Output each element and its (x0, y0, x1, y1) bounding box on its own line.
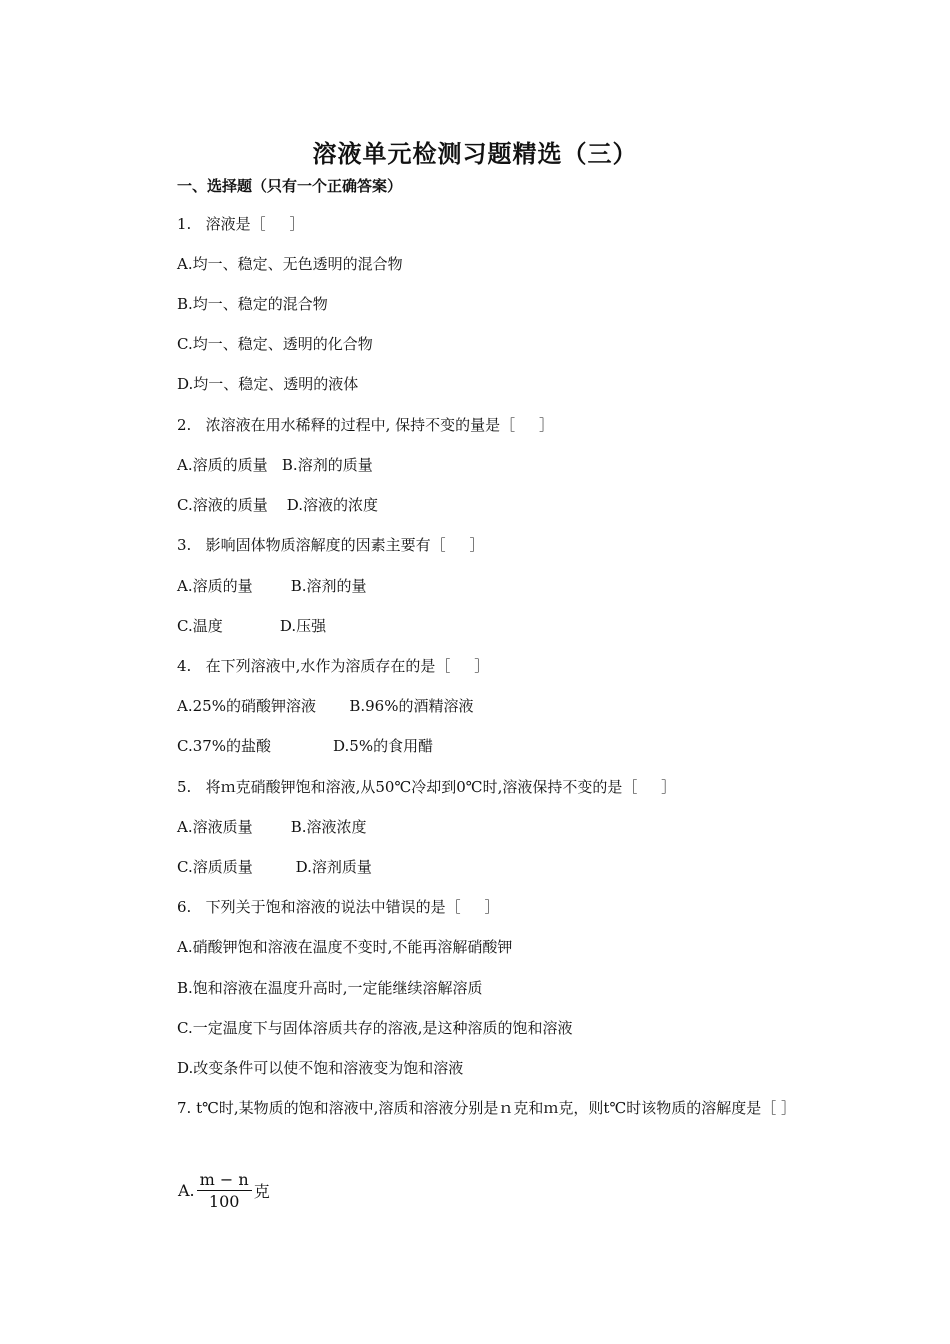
q1-option-b: B.均一、稳定的混合物 (177, 295, 328, 313)
question-5: 5. 将ｍ克硝酸钾饱和溶液,从50℃冷却到0℃时,溶液保持不变的是［ ］ (177, 778, 677, 796)
q1-option-c: C.均一、稳定、透明的化合物 (177, 335, 373, 353)
document-title: 溶液单元检测习题精选（三） (312, 140, 638, 168)
question-2: 2. 浓溶液在用水稀释的过程中, 保持不变的量是［ ］ (177, 416, 554, 434)
q5-options-cd: C.溶质质量 D.溶剂质量 (177, 858, 372, 876)
formula-prefix: A. (178, 1181, 195, 1200)
section-heading: 一、选择题（只有一个正确答案） (177, 177, 403, 195)
fraction (197, 1170, 252, 1211)
question-7: 7. t℃时,某物质的饱和溶液中,溶质和溶液分别是ｎ克和ｍ克，则t℃时该物质的溶解度是［ ］ (177, 1099, 797, 1117)
q6-option-b: B.饱和溶液在温度升高时,一定能继续溶解溶质 (177, 979, 483, 997)
formula-unit: 克 (253, 1182, 270, 1201)
q1-option-d: D.均一、稳定、透明的液体 (177, 375, 359, 393)
q3-options-cd: C.温度 D.压强 (177, 617, 327, 635)
q5-options-ab: A.溶液质量 B.溶液浓度 (177, 818, 367, 836)
q2-options-cd: C.溶液的质量 D.溶液的浓度 (177, 496, 379, 514)
q3-options-ab: A.溶质的量 B.溶剂的量 (177, 577, 367, 595)
question-3: 3. 影响固体物质溶解度的因素主要有［ ］ (177, 536, 485, 554)
q6-option-c: C.一定温度下与固体溶质共存的溶液,是这种溶质的饱和溶液 (177, 1019, 573, 1037)
q6-option-d: D.改变条件可以使不饱和溶液变为饱和溶液 (177, 1059, 464, 1077)
question-6: 6. 下列关于饱和溶液的说法中错误的是［ ］ (177, 898, 500, 916)
fraction-denominator: 100 (208, 1192, 240, 1211)
fraction-numerator: m − n (197, 1170, 252, 1191)
q1-option-a: A.均一、稳定、无色透明的混合物 (177, 255, 403, 273)
q6-option-a: A.硝酸钾饱和溶液在温度不变时,不能再溶解硝酸钾 (177, 938, 513, 956)
q4-options-cd: C.37%的盐酸 D.5%的食用醋 (177, 737, 434, 755)
q4-options-ab: A.25%的硝酸钾溶液 B.96%的酒精溶液 (177, 697, 474, 715)
q2-options-ab: A.溶质的质量 B.溶剂的质量 (177, 456, 373, 474)
question-4: 4. 在下列溶液中,水作为溶质存在的是［ ］ (177, 657, 490, 675)
q7-option-a-formula (178, 1170, 270, 1211)
question-1: 1. 溶液是［ ］ (177, 215, 305, 233)
